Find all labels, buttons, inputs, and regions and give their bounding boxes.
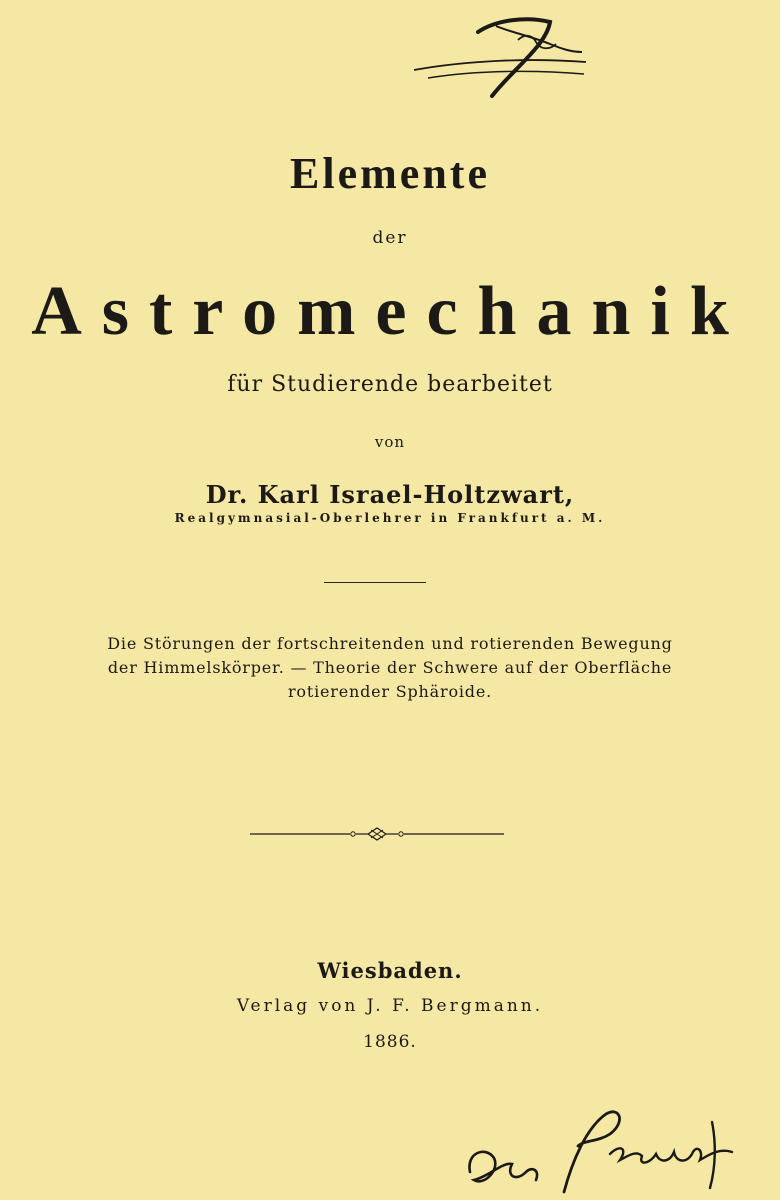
book-title-line1: Elemente — [290, 149, 490, 198]
description-line: Die Störungen der fortschreitenden und rotierenden Bewegung — [107, 634, 673, 653]
description-line: der Himmelskörper. — Theorie der Schwere auf der Oberfläche — [107, 658, 673, 677]
description-line: rotierender Sphäroide. — [287, 682, 492, 701]
by-label: von — [374, 433, 406, 451]
divider-rule — [324, 582, 426, 583]
author-affiliation: Realgymnasial-Oberlehrer in Frankfurt a. M. — [174, 511, 606, 525]
ornament-divider — [250, 824, 504, 844]
author-name: Dr. Karl Israel-Holtzwart, — [205, 480, 575, 509]
top-handwritten-signature — [400, 6, 600, 102]
contents-description — [60, 632, 720, 704]
bottom-handwritten-signature — [460, 1100, 750, 1196]
publisher: Verlag von J. F. Bergmann. — [236, 996, 544, 1016]
publication-year: 1886. — [363, 1032, 417, 1052]
subtitle: für Studierende bearbeitet — [227, 372, 553, 397]
book-title-line2: der — [372, 228, 408, 248]
book-title-line3: Astromechanik — [31, 273, 749, 350]
publication-place: Wiesbaden. — [317, 958, 463, 983]
